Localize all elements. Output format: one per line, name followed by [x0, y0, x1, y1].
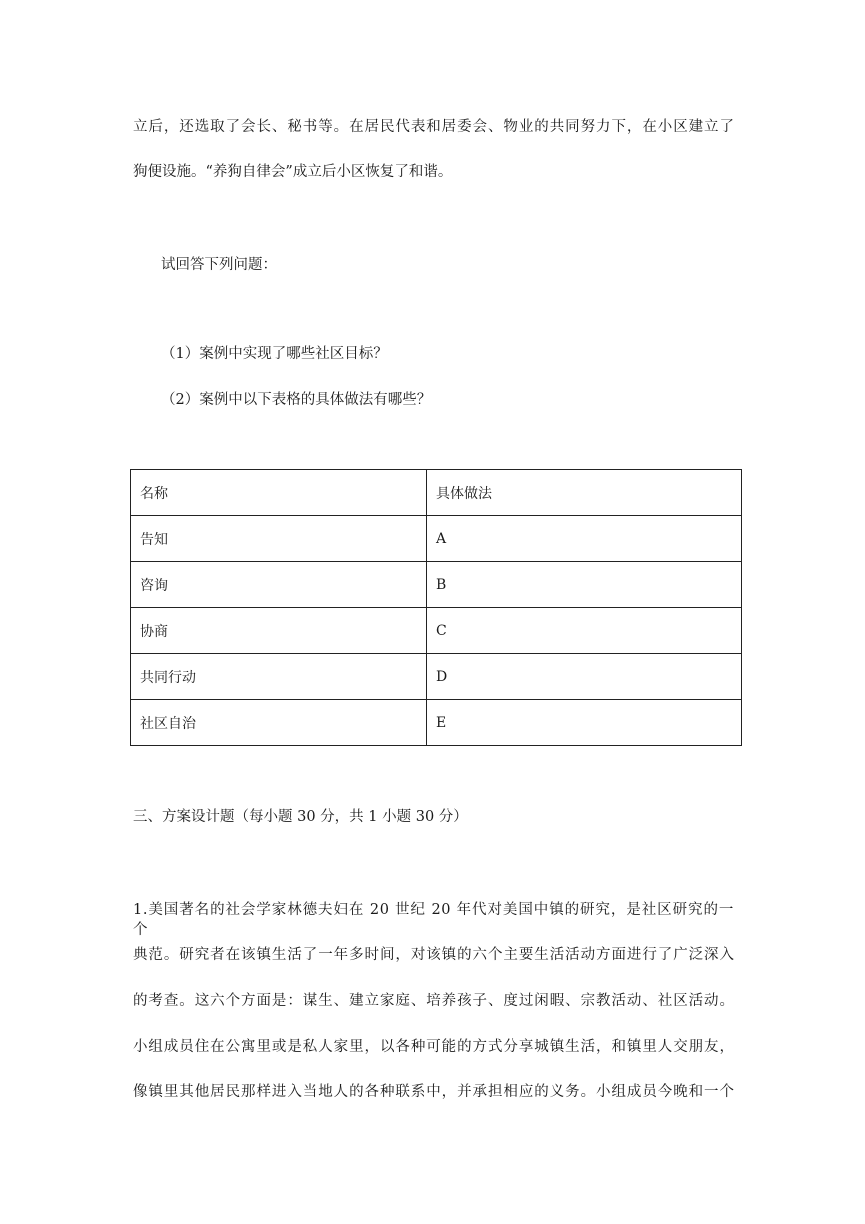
paragraph-line: 1.美国著名的社会学家林德夫妇在 20 世纪 20 年代对美国中镇的研究，是社区研究的一个	[133, 902, 734, 938]
question-prompt: 试回答下列问题：	[161, 257, 277, 273]
paragraph-line: 典范。研究者在该镇生活了一年多时间，对该镇的六个主要生活活动方面进行了广泛深入	[133, 947, 734, 963]
table-row	[131, 654, 742, 700]
paragraph-line: 立后，还选取了会长、秘书等。在居民代表和居委会、物业的共同努力下，在小区建立了	[133, 119, 734, 135]
practice-table	[130, 469, 742, 746]
table-header-cell: 具体做法	[427, 470, 742, 516]
table-cell: E	[427, 700, 742, 746]
paragraph-line: 狗便设施。“养狗自律会”成立后小区恢复了和谐。	[133, 164, 453, 180]
table-cell: C	[427, 608, 742, 654]
table-cell: D	[427, 654, 742, 700]
question-1: （1）案例中实现了哪些社区目标？	[161, 346, 388, 362]
paragraph-line: 小组成员住在公寓里或是私人家里，以各种可能的方式分享城镇生活，和镇里人交朋友，	[133, 1039, 734, 1055]
paragraph-line: 的考查。这六个方面是：谋生、建立家庭、培养孩子、度过闲暇、宗教活动、社区活动。	[133, 993, 734, 1009]
table-header-cell: 名称	[131, 470, 427, 516]
table-row	[131, 700, 742, 746]
table-cell: 咨询	[131, 562, 427, 608]
table-row	[131, 516, 742, 562]
table-header-row	[131, 470, 742, 516]
table-cell: 协商	[131, 608, 427, 654]
table-cell: B	[427, 562, 742, 608]
table-cell: A	[427, 516, 742, 562]
table-row	[131, 562, 742, 608]
table-cell: 共同行动	[131, 654, 427, 700]
table-cell: 告知	[131, 516, 427, 562]
table-cell: 社区自治	[131, 700, 427, 746]
section-heading: 三、方案设计题（每小题 30 分，共 1 小题 30 分）	[133, 809, 468, 825]
table-row	[131, 608, 742, 654]
paragraph-line: 像镇里其他居民那样进入当地人的各种联系中，并承担相应的义务。小组成员今晚和一个	[133, 1084, 734, 1100]
question-2: （2）案例中以下表格的具体做法有哪些？	[161, 392, 432, 408]
